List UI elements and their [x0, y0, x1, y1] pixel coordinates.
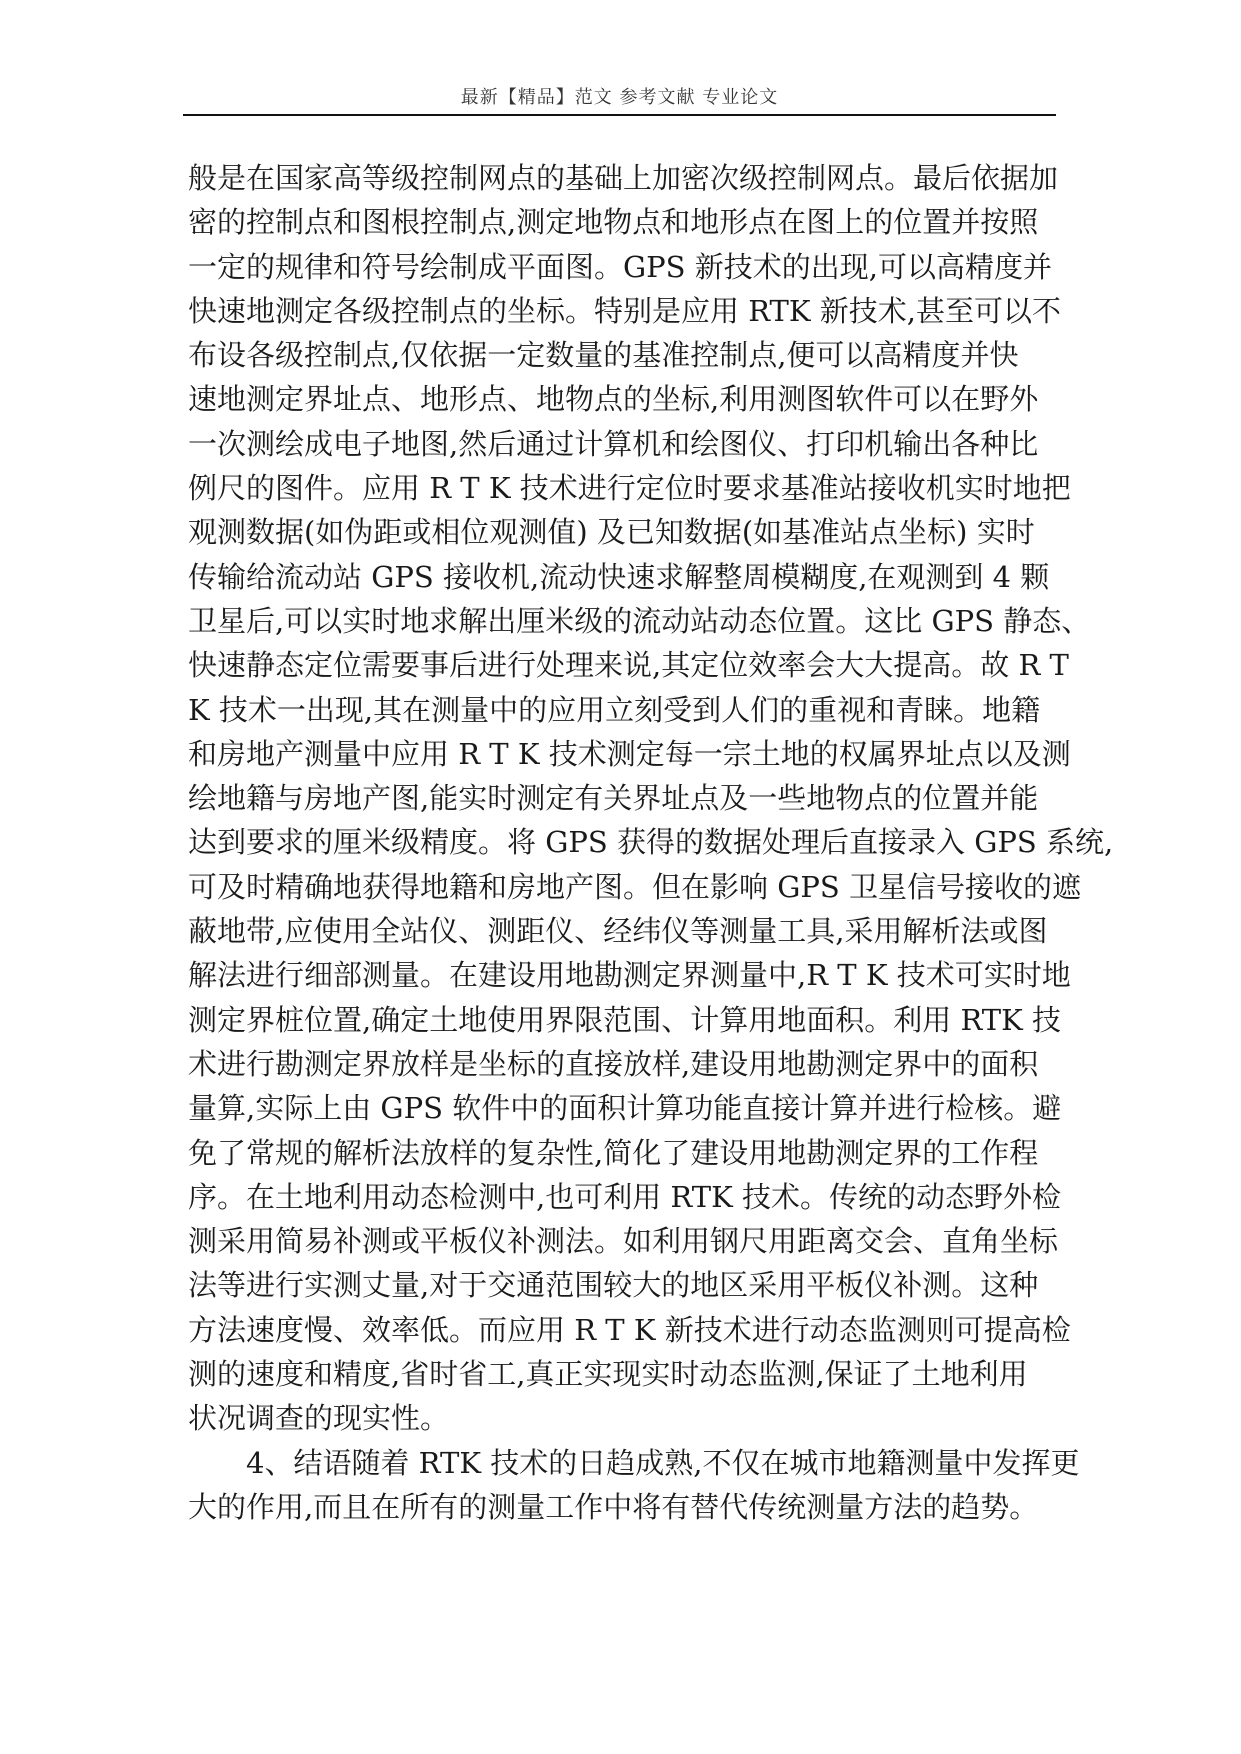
- text-line: 般是在国家高等级控制网点的基础上加密次级控制网点。最后依据加: [188, 161, 1059, 195]
- text-line: 卫星后,可以实时地求解出厘米级的流动站动态位置。这比 GPS 静态、: [188, 603, 1091, 638]
- text-line: K 技术一出现,其在测量中的应用立刻受到人们的重视和青睐。地籍: [188, 692, 1041, 727]
- text-line: 测的速度和精度,省时省工,真正实现实时动态监测,保证了土地利用: [188, 1357, 1028, 1392]
- text-line: 速地测定界址点、地形点、地物点的坐标,利用测图软件可以在野外: [188, 382, 1039, 417]
- text-line: 一定的规律和符号绘制成平面图。GPS 新技术的出现,可以高精度并: [188, 249, 1052, 284]
- text-line: 可及时精确地获得地籍和房地产图。但在影响 GPS 卫星信号接收的遮: [188, 869, 1081, 904]
- text-line: 测定界桩位置,确定土地使用界限范围、计算用地面积。利用 RTK 技: [188, 1002, 1061, 1037]
- text-line: 免了常规的解析法放样的复杂性,简化了建设用地勘测定界的工作程: [188, 1135, 1039, 1170]
- text-line: 序。在土地利用动态检测中,也可利用 RTK 技术。传统的动态野外检: [188, 1179, 1061, 1214]
- conclusion-line: 4、结语随着 RTK 技术的日趋成熟,不仅在城市地籍测量中发挥更: [246, 1445, 1080, 1480]
- text-line: 例尺的图件。应用 R T K 技术进行定位时要求基准站接收机实时地把: [188, 471, 1071, 506]
- text-line: 快速静态定位需要事后进行处理来说,其定位效率会大大提高。故 R T: [188, 648, 1069, 683]
- text-line: 观测数据(如伪距或相位观测值) 及已知数据(如基准站点坐标) 实时: [188, 515, 1035, 550]
- text-line: 达到要求的厘米级精度。将 GPS 获得的数据处理后直接录入 GPS 系统,: [188, 825, 1114, 860]
- text-line: 布设各级控制点,仅依据一定数量的基准控制点,便可以高精度并快: [188, 338, 1019, 373]
- text-line: 量算,实际上由 GPS 软件中的面积计算功能直接计算并进行检核。避: [188, 1091, 1062, 1126]
- text-line: 和房地产测量中应用 R T K 技术测定每一宗土地的权属界址点以及测: [188, 736, 1071, 771]
- text-line: 蔽地带,应使用全站仪、测距仪、经纬仪等测量工具,采用解析法或图: [188, 914, 1048, 949]
- text-line: 一次测绘成电子地图,然后通过计算机和绘图仪、打印机输出各种比: [188, 426, 1039, 461]
- text-line: 密的控制点和图根控制点,测定地物点和地形点在图上的位置并按照: [188, 205, 1039, 240]
- text-line: 法等进行实测丈量,对于交通范围较大的地区采用平板仪补测。这种: [188, 1268, 1039, 1303]
- page-header: [183, 82, 1056, 116]
- text-line: 测采用简易补测或平板仪补测法。如利用钢尺用距离交会、直角坐标: [188, 1224, 1059, 1259]
- text-line: 传输给流动站 GPS 接收机,流动快速求解整周模糊度,在观测到 4 颗: [188, 559, 1050, 594]
- text-line: 解法进行细部测量。在建设用地勘测定界测量中,R T K 技术可实时地: [188, 958, 1071, 993]
- text-line: 绘地籍与房地产图,能实时测定有关界址点及一些地物点的位置并能: [188, 781, 1039, 816]
- text-line: 状况调查的现实性。: [188, 1401, 450, 1436]
- conclusion-line: 大的作用,而且在所有的测量工作中将有替代传统测量方法的趋势。: [188, 1489, 1039, 1524]
- body-text: [188, 156, 1114, 1529]
- header-text: 最新【精品】范文 参考文献 专业论文: [460, 87, 779, 108]
- text-line: 术进行勘测定界放样是坐标的直接放样,建设用地勘测定界中的面积: [188, 1046, 1039, 1081]
- text-line: 快速地测定各级控制点的坐标。特别是应用 RTK 新技术,甚至可以不: [188, 293, 1061, 328]
- text-line: 方法速度慢、效率低。而应用 R T K 新技术进行动态监测则可提高检: [188, 1312, 1071, 1347]
